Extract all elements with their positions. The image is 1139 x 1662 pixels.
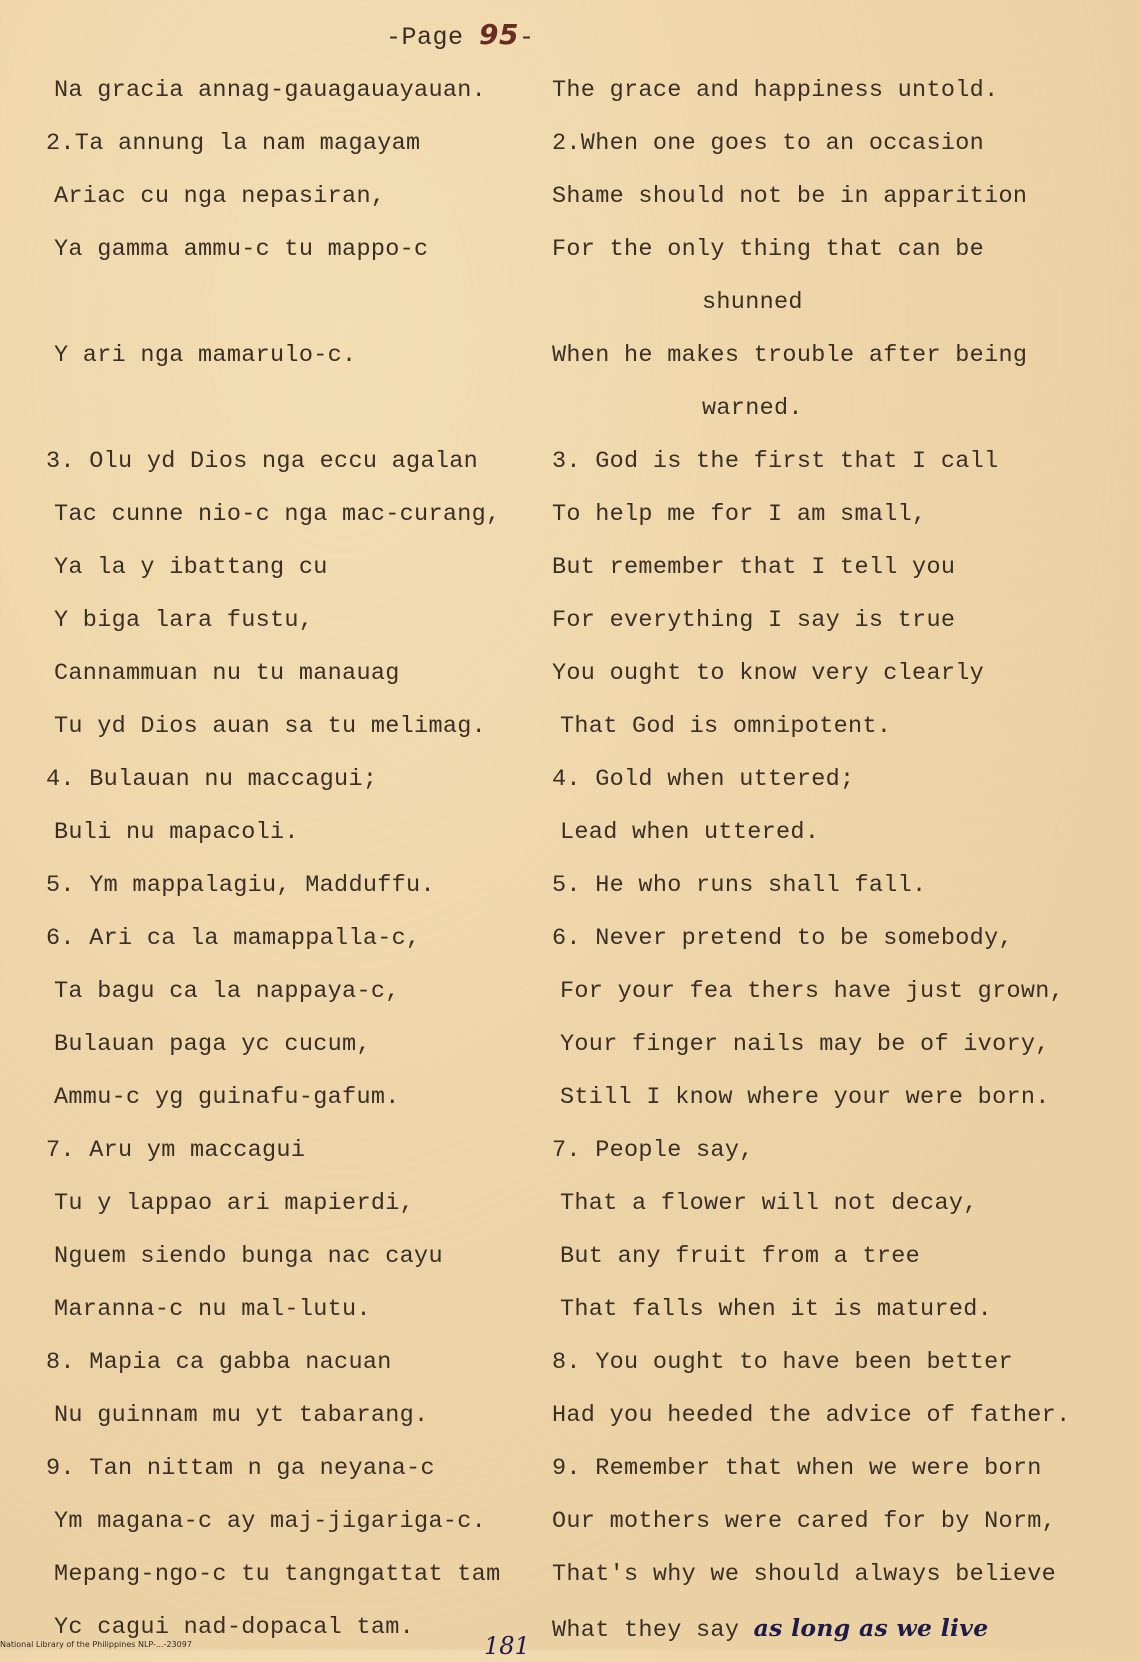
text-line: shunned [702, 289, 803, 316]
text-line: Bulauan paga yc cucum, [54, 1031, 371, 1058]
handwritten-margin-note: 181 [484, 1632, 530, 1660]
text-line: That a flower will not decay, [560, 1190, 978, 1217]
text-line: Lead when uttered. [560, 819, 820, 846]
text-line [46, 284, 586, 337]
text-line: Cannammuan nu tu manauag [54, 660, 400, 687]
text-line: Ammu-c yg guinafu-gafum. [54, 1084, 400, 1111]
text-line: That God is omnipotent. [560, 713, 892, 740]
text-line [46, 390, 586, 443]
text-line: Shame should not be in apparition [552, 183, 1028, 210]
text-line: 8. Mapia ca gabba nacuan [46, 1349, 392, 1376]
text-line [552, 1609, 1132, 1662]
text-line: 6. Ari ca la mamappalla-c, [46, 925, 421, 952]
handwritten-addition: as long as we live [753, 1614, 989, 1642]
text-line: warned. [702, 395, 803, 422]
text-line: But any fruit from a tree [560, 1243, 921, 1270]
text-line: 8. You ought to have been better [552, 1349, 1013, 1376]
text-line: But remember that I tell you [552, 554, 956, 581]
text-line: 3. Olu yd Dios nga eccu agalan [46, 448, 479, 475]
page-header [386, 18, 535, 52]
text-line: Tac cunne nio-c nga mac-curang, [54, 501, 501, 528]
page-header-suffix: - [518, 23, 535, 52]
text-line: When he makes trouble after being [552, 342, 1028, 369]
english-translation-column [552, 72, 1132, 1662]
text-line: Our mothers were cared for by Norm, [552, 1508, 1057, 1535]
text-line: 4. Bulauan nu maccagui; [46, 766, 378, 793]
library-footer: National Library of the Philippines NLP-...-23097 [0, 1640, 192, 1649]
text-line: Y biga lara fustu, [54, 607, 314, 634]
text-line: Nguem siendo bunga nac cayu [54, 1243, 443, 1270]
text-line: That falls when it is matured. [560, 1296, 993, 1323]
text-line: For everything I say is true [552, 607, 956, 634]
text-line: Na gracia annag-gauagauayauan. [54, 77, 487, 104]
text-line: 4. Gold when uttered; [552, 766, 855, 793]
text-line: Mepang-ngo-c tu tangngattat tam [54, 1561, 501, 1588]
text-line: For your fea thers have just grown, [560, 978, 1065, 1005]
text-line: 5. Ym mappalagiu, Madduffu. [46, 872, 435, 899]
text-line: The grace and happiness untold. [552, 77, 999, 104]
text-line: Buli nu mapacoli. [54, 819, 299, 846]
text-line: 7. Aru ym maccagui [46, 1137, 306, 1164]
text-line: You ought to know very clearly [552, 660, 985, 687]
text-line: Ta bagu ca la nappaya-c, [54, 978, 400, 1005]
text-line: Y ari nga mamarulo-c. [54, 342, 357, 369]
typed-text: What they say [552, 1617, 740, 1644]
text-line: 5. He who runs shall fall. [552, 872, 927, 899]
text-line: 7. People say, [552, 1137, 754, 1164]
text-line: Still I know where your were born. [560, 1084, 1050, 1111]
text-line: Your finger nails may be of ivory, [560, 1031, 1050, 1058]
text-line: That's why we should always believe [552, 1561, 1057, 1588]
text-line: Tu y lappao ari mapierdi, [54, 1190, 415, 1217]
text-line: Had you heeded the advice of father. [552, 1402, 1071, 1429]
text-line: 9. Remember that when we were born [552, 1455, 1042, 1482]
text-line: 2.Ta annung la nam magayam [46, 130, 421, 157]
text-line: Yc cagui nad-dopacal tam. [54, 1614, 415, 1641]
text-line: 9. Tan nittam n ga neyana-c [46, 1455, 435, 1482]
page-header-prefix: -Page [386, 23, 480, 52]
text-line: Maranna-c nu mal-lutu. [54, 1296, 371, 1323]
text-line: Ya la y ibattang cu [54, 554, 328, 581]
text-line: Ariac cu nga nepasiran, [54, 183, 386, 210]
text-line: Tu yd Dios auan sa tu melimag. [54, 713, 487, 740]
text-line: Nu guinnam mu yt tabarang. [54, 1402, 429, 1429]
text-line: 3. God is the first that I call [552, 448, 999, 475]
text-line: Ya gamma ammu-c tu mappo-c [54, 236, 429, 263]
page-number: 95 [479, 18, 519, 51]
text-line: Ym magana-c ay maj-jigariga-c. [54, 1508, 487, 1535]
text-line: To help me for I am small, [552, 501, 927, 528]
ibanag-text-column [46, 72, 586, 1662]
text-line: For the only thing that can be [552, 236, 985, 263]
text-line: 6. Never pretend to be somebody, [552, 925, 1013, 952]
text-line: 2.When one goes to an occasion [552, 130, 985, 157]
